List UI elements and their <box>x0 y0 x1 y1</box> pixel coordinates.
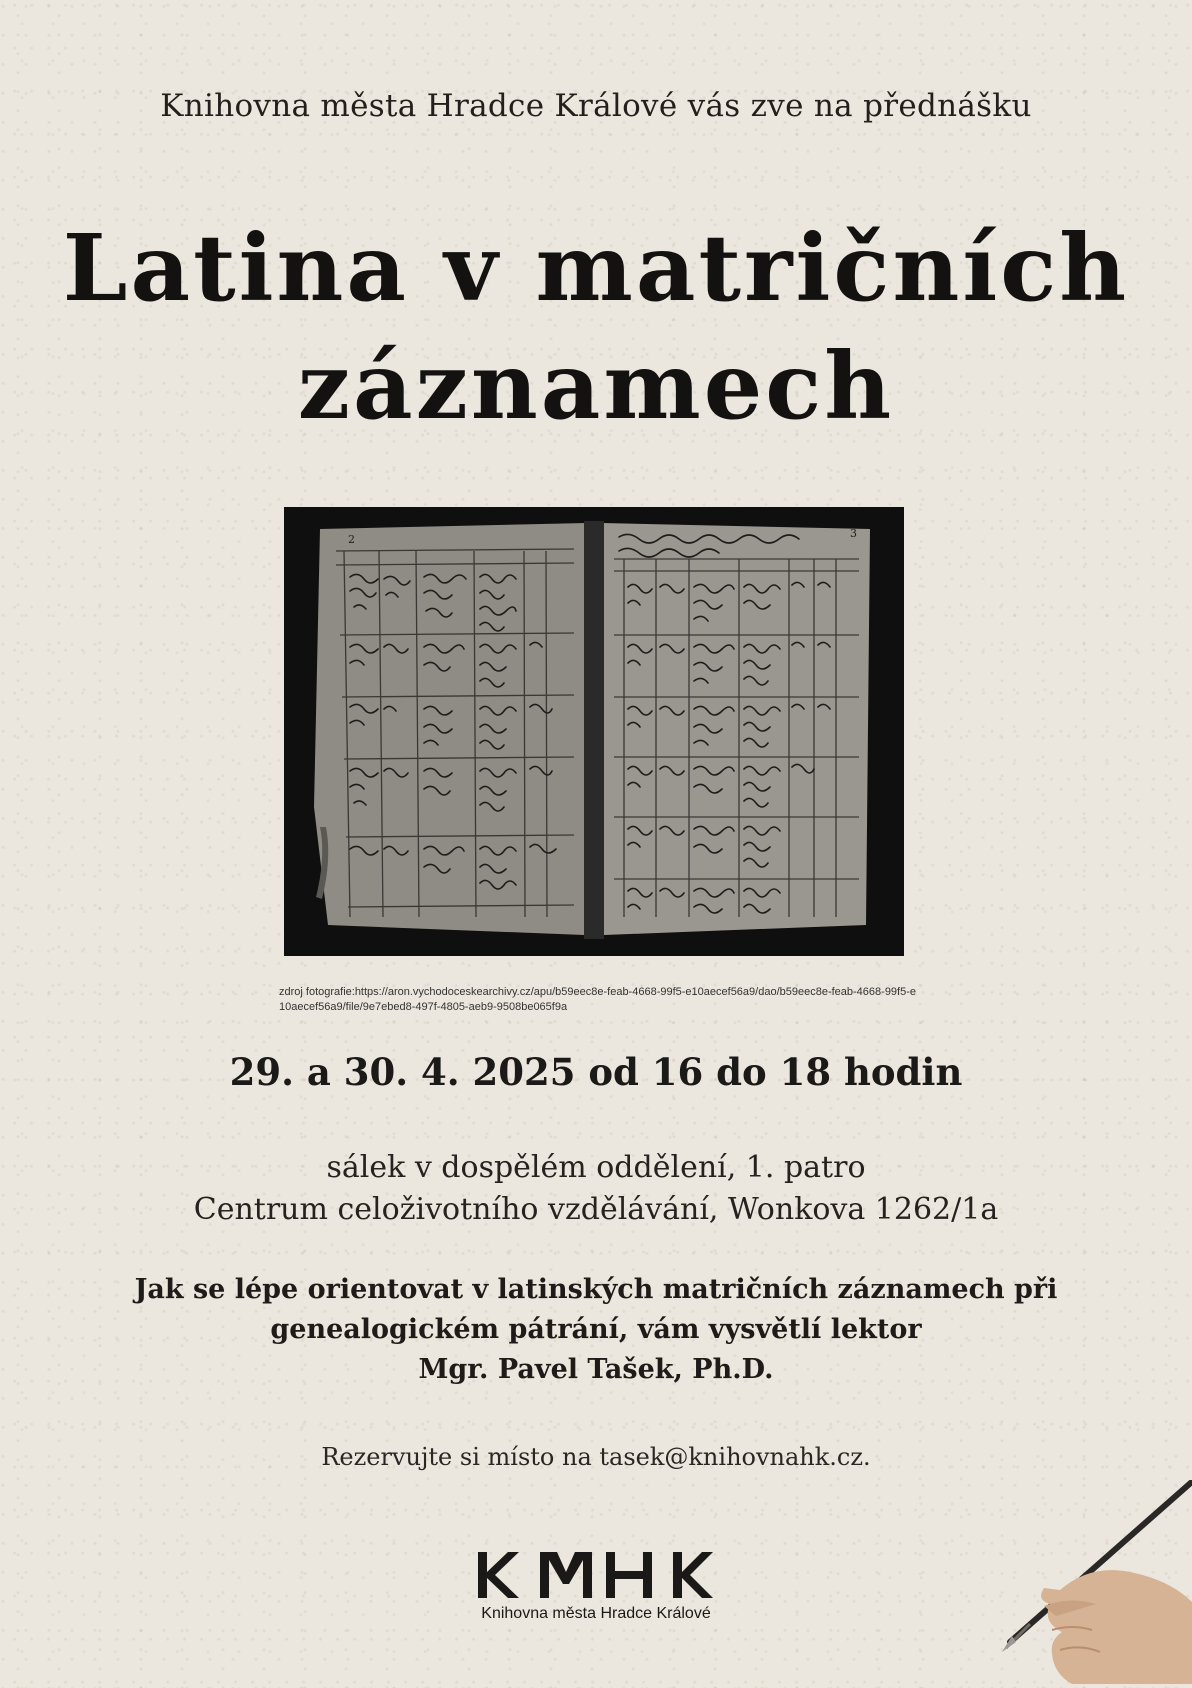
hand-pen-icon <box>1000 1480 1192 1684</box>
page-number-right: 3 <box>850 527 857 540</box>
right-page <box>602 523 870 935</box>
left-page <box>314 523 586 935</box>
open-register-book-illustration <box>284 507 904 956</box>
lecture-description <box>0 1270 1192 1390</box>
reservation-text: Rezervujte si místo na tasek@knihovnahk.cz. <box>321 1443 871 1471</box>
page-number-left: 2 <box>348 533 355 546</box>
description-line-2: genealogickém pátrání, vám vysvětlí lektor <box>270 1314 922 1345</box>
title-line-2: záznamech <box>297 332 895 440</box>
event-date: 29. a 30. 4. 2025 od 16 do 18 hodin <box>229 1050 963 1094</box>
invitation-text: Knihovna města Hradce Králové vás zve na přednášku <box>160 88 1032 124</box>
kmhk-logo <box>478 1548 714 1604</box>
description-line-1: Jak se lépe orientovat v latinských matričních záznamech při <box>134 1274 1058 1305</box>
lecturer-name: Mgr. Pavel Tašek, Ph.D. <box>418 1354 774 1385</box>
venue-room: sálek v dospělém oddělení, 1. patro <box>326 1150 866 1185</box>
title-line-1: Latina v matričních <box>62 214 1130 322</box>
hand-with-pen-illustration <box>1000 1480 1192 1684</box>
parish-register-photo <box>284 507 904 956</box>
venue-address: Centrum celoživotního vzdělávání, Wonkova 1262/1a <box>193 1192 999 1227</box>
logo-caption: Knihovna města Hradce Králové <box>481 1605 711 1622</box>
book-spine <box>584 521 604 939</box>
kmhk-logo-mark <box>478 1548 714 1604</box>
photo-source-caption: zdroj fotografie:https://aron.vychodoceskearchivy.cz/apu/b59eec8e-feab-4668-99f5-e10aecef56a9/dao/b59eec8e-feab-4668-99f5-e10aecef56a9/file/9e7ebed8-497f-4805-aeb9-9508be065f9a <box>279 986 917 1013</box>
